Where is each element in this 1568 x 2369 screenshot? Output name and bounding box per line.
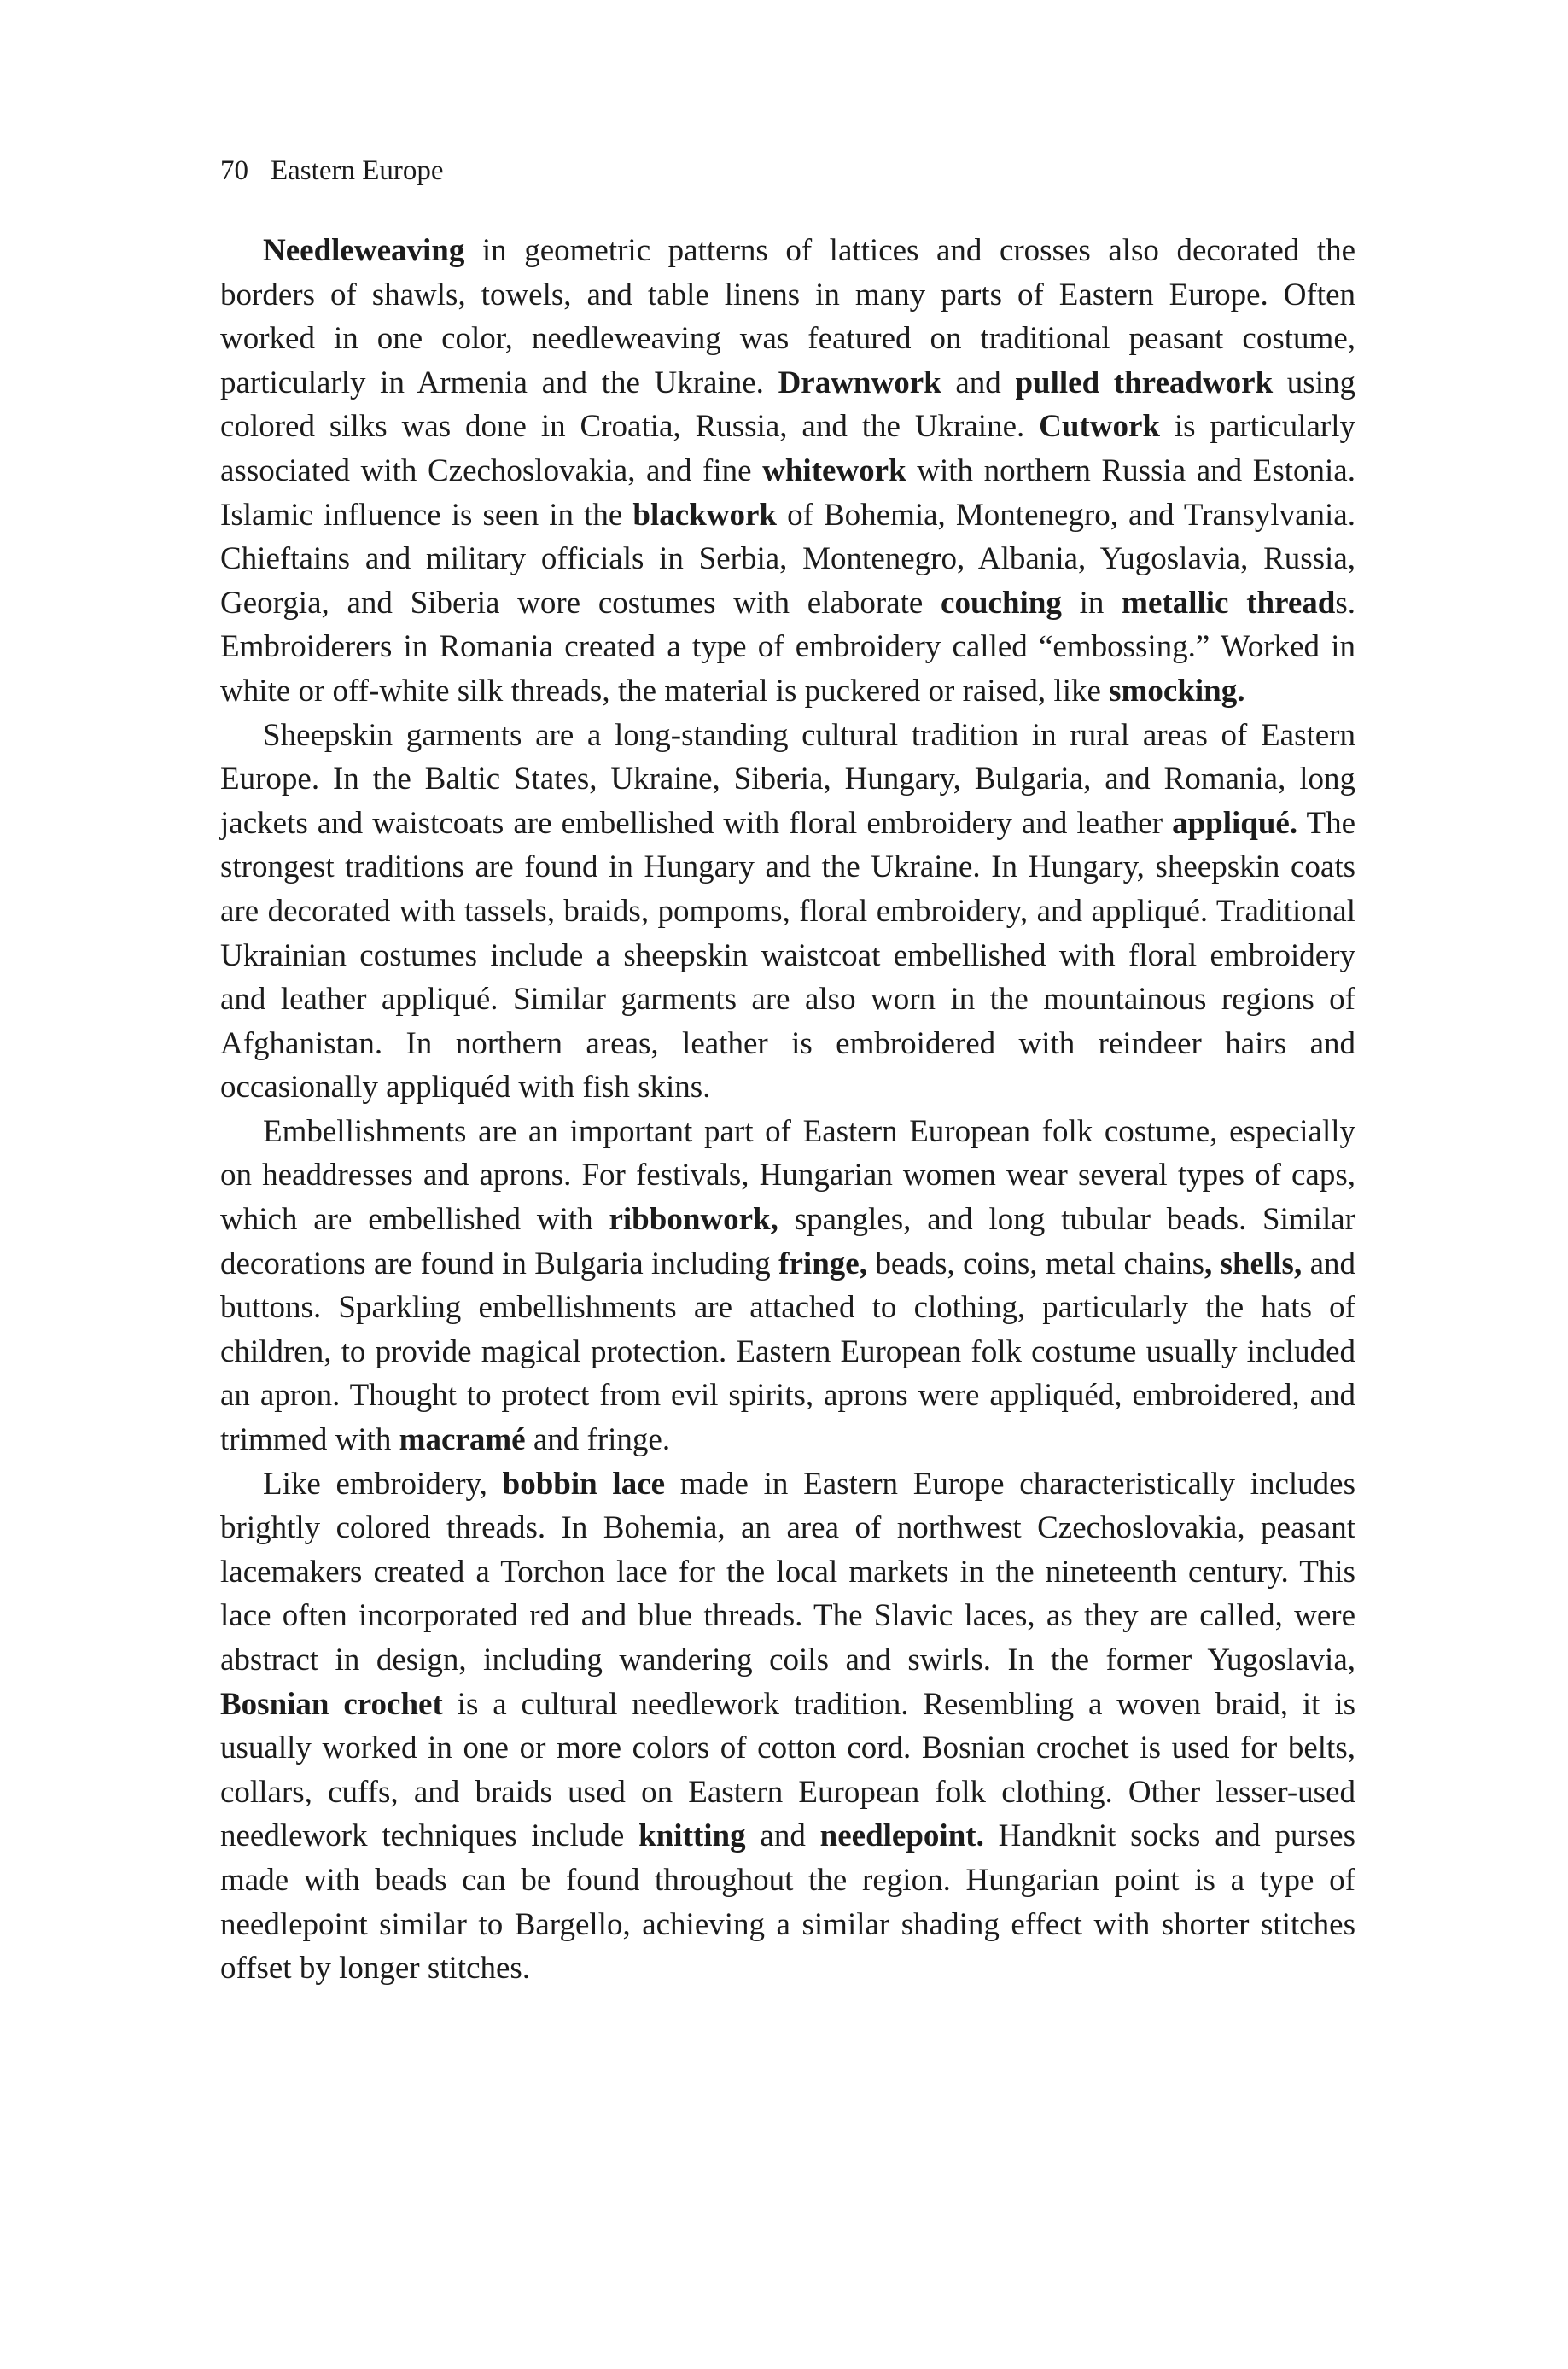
bold-term: ribbonwork, xyxy=(609,1202,778,1238)
bold-term: pulled threadwork xyxy=(1015,365,1274,400)
bold-term: fringe, xyxy=(778,1246,867,1281)
paragraph-lace xyxy=(220,1462,1355,1991)
text-run: of Bohemia, Montenegro, and Transylvania. Chieftains and military officials in Serbia, Montenegro, Albania, Yugoslavia, Russia, Georgia, and Siberia wore costumes with elaborate xyxy=(220,497,1355,621)
bold-term: blackwork xyxy=(632,497,777,533)
text-run: The strongest traditions are found in Hungary and the Ukraine. In Hungary, sheepskin coats are decorated with tassels, braids, pompoms, floral embroidery, and appliqué. Traditional Ukrainian costumes include a sheepskin waistcoat embellished with floral embroidery and leather appliqué. Similar garments are also worn in the mountainous regions of Afghanistan. In northern areas, leather is embroidered with reindeer hairs and occasionally appliquéd with fish skins. xyxy=(220,805,1355,1106)
body-text xyxy=(220,229,1355,1991)
text-run: in geometric patterns of lattices and crosses also decorated the borders of shawls, towels, and table linens in many parts of Eastern Europe. Often worked in one color, needleweaving was featured on traditional peasant costume, particularly in Armenia and the Ukraine. xyxy=(220,233,1355,400)
bold-term: macramé xyxy=(399,1422,526,1458)
bold-term: whitework xyxy=(762,452,906,488)
text-run: and xyxy=(745,1818,820,1854)
running-head xyxy=(220,152,444,190)
page-number: 70 xyxy=(220,155,248,186)
bold-term: Drawnwork xyxy=(778,365,941,400)
bold-term: appliqué. xyxy=(1172,805,1298,841)
text-run: using colored silks was done in Croatia, Russia, and the Ukraine. xyxy=(220,365,1355,445)
text-run: Embellishments are an important part of Eastern European folk costume, especially on headdresses and aprons. For festivals, Hungarian women wear several types of caps, which are embellished with xyxy=(220,1113,1355,1238)
bold-term: knitting xyxy=(638,1818,746,1854)
text-run: with northern Russia and Estonia. Islamic influence is seen in the xyxy=(220,452,1355,533)
text-run: is a cultural needlework tradition. Resembling a woven braid, it is usually worked in one or more colors of cotton cord. Bosnian crochet is used for belts, collars, cuffs, and braids used on Eastern European folk clothing. Other lesser-used needlework techniques include xyxy=(220,1686,1355,1854)
text-run: s. Embroiderers in Romania created a type of embroidery called “embossing.” Worked in white or off-white silk threads, the material is puckered or raised, like xyxy=(220,585,1355,709)
bold-term: smocking. xyxy=(1109,673,1245,709)
text-run: in xyxy=(1061,585,1122,621)
bold-term: Bosnian crochet xyxy=(220,1686,443,1722)
bold-term: , shells, xyxy=(1204,1246,1303,1281)
text-run: and fringe. xyxy=(525,1422,671,1458)
running-title: Eastern Europe xyxy=(271,155,444,186)
text-run: and xyxy=(941,365,1016,400)
bold-term: needlepoint. xyxy=(819,1818,984,1854)
text-run: and buttons. Sparkling embellishments are attached to clothing, particularly the hats of children, to provide magical protection. Eastern European folk costume usually included an apron. Thought to protect from evil spirits, aprons were appliquéd, embroidered, and trimmed with xyxy=(220,1246,1355,1458)
text-run: Handknit socks and purses made with beads can be found throughout the region. Hungarian point is a type of needlepoint similar to Bargello, achieving a similar shading effect with shorter stitches offset by longer stitches. xyxy=(220,1818,1355,1987)
paragraph-sheepskin xyxy=(220,714,1355,1110)
paragraph-needlework xyxy=(220,229,1355,714)
text-run: made in Eastern Europe characteristically includes brightly colored threads. In Bohemia, an area of northwest Czechoslovakia, peasant lacemakers created a Torchon lace for the local markets in the nineteenth century. This lace often incorporated red and blue threads. The Slavic laces, as they are called, were abstract in design, including wandering coils and swirls. In the former Yugoslavia, xyxy=(220,1466,1355,1678)
bold-term: Cutwork xyxy=(1039,409,1160,445)
text-run: beads, coins, metal chains xyxy=(866,1246,1204,1281)
paragraph-embellishments xyxy=(220,1110,1355,1462)
text-run: spangles, and long tubular beads. Similar decorations are found in Bulgaria including xyxy=(220,1202,1355,1281)
bold-term: bobbin lace xyxy=(502,1466,666,1502)
bold-term: couching xyxy=(941,585,1062,621)
bold-term: Needleweaving xyxy=(263,233,465,268)
text-run: Like embroidery, xyxy=(263,1466,503,1502)
text-run: is particularly associated with Czechoslovakia, and fine xyxy=(220,409,1356,488)
text-run: Sheepskin garments are a long-standing cultural tradition in rural areas of Eastern Europe. In the Baltic States, Ukraine, Siberia, Hungary, Bulgaria, and Romania, long jackets and waistcoats are embellished with floral embroidery and leather xyxy=(220,717,1355,841)
bold-term: metallic thread xyxy=(1122,585,1336,621)
